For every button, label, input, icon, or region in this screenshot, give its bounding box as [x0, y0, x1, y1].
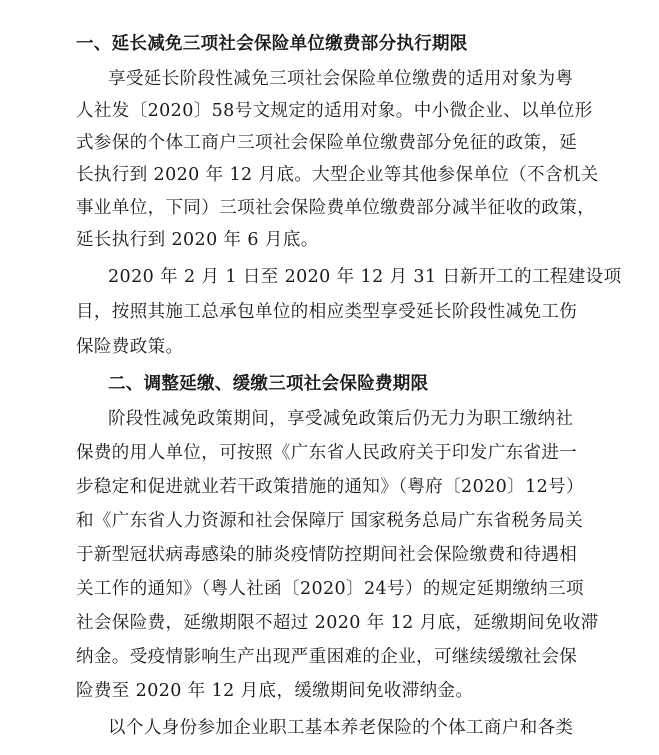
paragraph-line: 于新型冠状病毒感染的肺炎疫情防控期间社会保险缴费和待遇相 — [76, 545, 578, 565]
paragraph-line: 和《广东省人力资源和社会保障厅 国家税务总局广东省税务局关 — [76, 511, 584, 531]
section-2-heading: 二、调整延缴、缓缴三项社会保险费期限 — [108, 374, 429, 394]
paragraph-line: 人社发〔2020〕58号文规定的适用对象。中小微企业、以单位形 — [76, 101, 593, 121]
paragraph-line: 阶段性减免政策期间，享受减免政策后仍无力为职工缴纳社 — [108, 409, 574, 429]
paragraph-line: 以个人身份参加企业职工基本养老保险的个体工商户和各类 — [108, 718, 574, 738]
paragraph-line: 长执行到 2020 年 12 月底。大型企业等其他参保单位（不含机关 — [76, 165, 599, 185]
paragraph-line: 事业单位，下同）三项社会保险费单位缴费部分减半征收的政策， — [76, 198, 596, 218]
paragraph-line: 保费的用人单位，可按照《广东省人民政府关于印发广东省进一 — [76, 443, 578, 463]
paragraph-line: 享受延长阶段性减免三项社会保险单位缴费的适用对象为粤 — [108, 69, 574, 89]
paragraph-line: 关工作的通知》（粤人社函〔2020〕24号）的规定延期缴纳三项 — [76, 579, 584, 599]
paragraph-line: 纳金。受疫情影响生产出现严重困难的企业，可继续缓缴社会保 — [76, 647, 578, 667]
paragraph-line: 社会保险费，延缴期限不超过 2020 年 12 月底，延缴期间免收滞 — [76, 613, 599, 633]
paragraph-line: 2020 年 2 月 1 日至 2020 年 12 月 31 日新开工的工程建设项 — [108, 267, 622, 287]
paragraph-line: 式参保的个体工商户三项社会保险单位缴费部分免征的政策，延 — [76, 133, 578, 153]
section-1-heading: 一、延长减免三项社会保险单位缴费部分执行期限 — [76, 34, 468, 54]
paragraph-line: 步稳定和促进就业若干政策措施的通知》（粤府〔2020〕12号） — [76, 477, 584, 497]
paragraph-line: 延长执行到 2020 年 6 月底。 — [76, 230, 319, 250]
paragraph-line: 险费至 2020 年 12 月底，缓缴期间免收滞纳金。 — [76, 681, 474, 701]
paragraph-line: 目，按照其施工总承包单位的相应类型享受延长阶段性减免工伤 — [76, 302, 578, 322]
paragraph-line: 保险费政策。 — [76, 337, 184, 357]
